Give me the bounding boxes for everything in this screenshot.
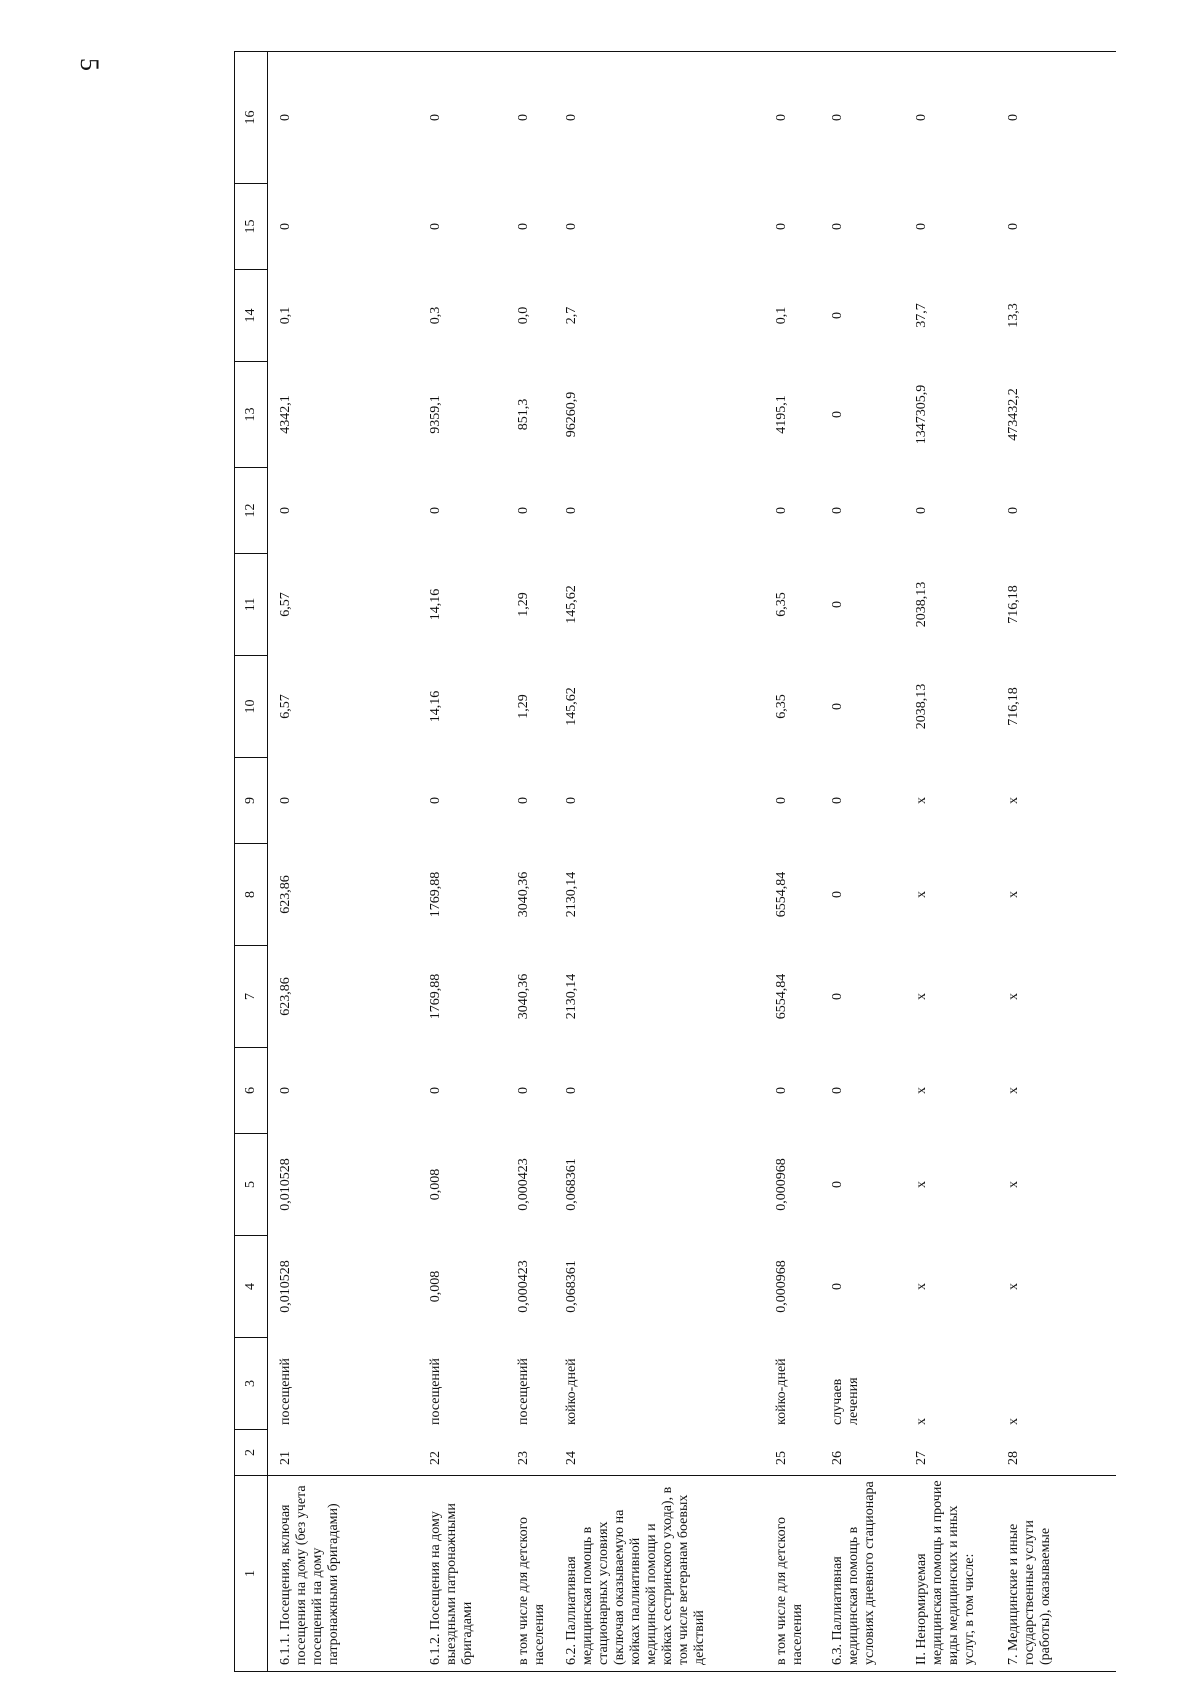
data-table: [234, 51, 1116, 1672]
table-cell: посещений: [515, 1358, 531, 1425]
data-table-container: [234, 52, 1200, 1672]
table-cell: 0: [773, 223, 789, 230]
row-label: в том числе для детского населения: [764, 1476, 820, 1672]
table-cell: 1,29: [515, 694, 531, 719]
table-cell: 0: [515, 507, 531, 514]
table-cell: 0,010528: [278, 1158, 293, 1211]
table-cell: 0: [515, 223, 531, 230]
column-header-14: 14: [235, 270, 268, 362]
table-cell: 2,7: [563, 306, 579, 325]
table-cell: 716,18: [1005, 585, 1021, 624]
table-cell: 0: [829, 312, 845, 319]
table-cell: 0: [563, 223, 579, 230]
table-cell: 0: [1005, 507, 1021, 514]
table-cell: 0: [829, 601, 845, 608]
row-label: 7. Медицинские и иные государственные услуги (работы), оказываемые: [996, 1476, 1116, 1672]
table-cell: x: [1005, 1181, 1021, 1188]
table-cell: 6,57: [278, 592, 293, 617]
table-cell: 0,008: [427, 1270, 443, 1303]
table-cell: 27: [913, 1451, 929, 1465]
table-cell: 623,86: [278, 977, 293, 1016]
table-cell: 0,068361: [563, 1158, 579, 1211]
table-cell: 0: [773, 797, 789, 804]
table-header: [235, 52, 268, 1672]
table-row: [764, 52, 820, 1672]
column-header-2: 2: [235, 1430, 268, 1476]
table-cell: 0: [427, 797, 443, 804]
table-cell: 0,010528: [278, 1260, 293, 1313]
table-cell: 0: [829, 507, 845, 514]
table-cell: 0: [996, 52, 1116, 184]
table-cell: 0: [764, 52, 820, 184]
table-cell: 0: [904, 52, 996, 184]
table-cell: 623,86: [278, 875, 293, 914]
table-cell: 14,16: [427, 588, 443, 621]
page-number: 5: [75, 58, 104, 71]
table-cell: 6,57: [278, 694, 293, 719]
row-label: 6.2. Паллиативная медицинская помощь в стационарных условиях (включая оказываемую на койках паллиативной медицинской помощи и койках сестринского ухода), в том числе ветеранам боевых действий: [554, 1476, 764, 1672]
table-cell: 1769,88: [427, 871, 443, 918]
table-cell: 14,16: [427, 690, 443, 723]
table-row: [820, 52, 904, 1672]
table-cell: 1,29: [515, 592, 531, 617]
table-cell: 3040,36: [515, 871, 531, 918]
table-row: [996, 52, 1116, 1672]
column-header-3: 3: [235, 1338, 268, 1430]
table-cell: 1347305,9: [913, 384, 929, 445]
table-cell: 851,3: [515, 398, 531, 431]
table-cell: 0: [829, 223, 845, 230]
column-header-5: 5: [235, 1134, 268, 1236]
column-header-15: 15: [235, 184, 268, 270]
table-cell: посещений: [278, 1358, 293, 1425]
column-header-11: 11: [235, 554, 268, 656]
table-cell: 0: [278, 507, 293, 514]
table-cell: 0,068361: [563, 1260, 579, 1313]
table-cell: 0,1: [773, 306, 789, 325]
table-cell: 0: [563, 1087, 579, 1094]
table-cell: 0: [829, 411, 845, 418]
table-cell: 2038,13: [913, 581, 929, 628]
table-cell: x: [1005, 1283, 1021, 1290]
table-cell: 0: [278, 1087, 293, 1094]
table-cell: посещений: [427, 1358, 443, 1425]
table-cell: x: [913, 1087, 929, 1094]
table-cell: 28: [1005, 1451, 1021, 1465]
table-cell: 0: [1005, 223, 1021, 230]
table-cell: x: [913, 1181, 929, 1188]
table-cell: 0: [506, 52, 554, 184]
column-header-7: 7: [235, 946, 268, 1048]
table-cell: 37,7: [913, 303, 929, 328]
table-cell: x: [913, 993, 929, 1000]
table-cell: 0: [820, 52, 904, 184]
table-cell: 26: [829, 1451, 845, 1465]
column-header-6: 6: [235, 1048, 268, 1134]
table-cell: 0: [278, 223, 293, 230]
table-cell: 0,000423: [515, 1158, 531, 1211]
row-label: в том числе для детского населения: [506, 1476, 554, 1672]
table-cell: 0: [563, 797, 579, 804]
table-cell: 25: [773, 1451, 789, 1465]
table-cell: x: [1005, 797, 1021, 804]
column-header-12: 12: [235, 468, 268, 554]
table-cell: 0: [427, 223, 443, 230]
table-cell: 6,35: [773, 592, 789, 617]
table-cell: x: [913, 1418, 929, 1425]
table-cell: 0,1: [278, 306, 293, 325]
table-cell: 145,62: [563, 585, 579, 624]
table-cell: 2038,13: [913, 683, 929, 730]
table-cell: 4195,1: [773, 395, 789, 434]
table-cell: 716,18: [1005, 687, 1021, 726]
table-cell: 2130,14: [563, 973, 579, 1020]
column-header-1: 1: [235, 1476, 268, 1672]
table-cell: x: [913, 891, 929, 898]
column-header-9: 9: [235, 758, 268, 844]
table-cell: 96260,9: [563, 391, 579, 438]
table-cell: 0,000423: [515, 1260, 531, 1313]
table-cell: x: [1005, 1418, 1021, 1425]
table-row: [506, 52, 554, 1672]
table-cell: 0: [829, 1087, 845, 1094]
table-cell: 0: [427, 507, 443, 514]
table-cell: 0,008: [427, 1168, 443, 1201]
table-cell: 0: [418, 52, 506, 184]
table-cell: 0: [829, 1181, 845, 1188]
table-cell: x: [913, 1283, 929, 1290]
table-cell: 0: [554, 52, 764, 184]
table-cell: 6554,84: [773, 973, 789, 1020]
column-header-4: 4: [235, 1236, 268, 1338]
table-cell: 9359,1: [427, 395, 443, 434]
table-body: [268, 52, 1116, 1672]
table-cell: случаев лечения: [829, 1377, 861, 1425]
table-cell: 0,0: [515, 306, 531, 325]
column-header-13: 13: [235, 362, 268, 468]
table-cell: 0: [913, 223, 929, 230]
table-cell: 0: [829, 703, 845, 710]
table-cell: 4342,1: [278, 395, 293, 434]
table-cell: x: [1005, 891, 1021, 898]
table-cell: x: [1005, 993, 1021, 1000]
table-cell: 0: [268, 52, 418, 184]
column-header-10: 10: [235, 656, 268, 758]
table-cell: 21: [278, 1451, 293, 1465]
table-cell: 22: [427, 1451, 443, 1465]
table-cell: 0: [515, 797, 531, 804]
row-label: 6.1.2. Посещения на дому выездными патронажными бригадами: [418, 1476, 506, 1672]
table-cell: 23: [515, 1451, 531, 1465]
table-row: [268, 52, 418, 1672]
table-cell: 0: [829, 993, 845, 1000]
table-cell: койко-дней: [563, 1358, 579, 1425]
table-cell: 0: [829, 891, 845, 898]
table-cell: 473432,2: [1005, 388, 1021, 441]
table-cell: 3040,36: [515, 973, 531, 1020]
table-cell: 6,35: [773, 694, 789, 719]
table-cell: 0: [773, 1087, 789, 1094]
table-cell: 0: [913, 507, 929, 514]
table-cell: 0: [829, 797, 845, 804]
table-cell: 0: [427, 1087, 443, 1094]
table-cell: 0: [278, 797, 293, 804]
row-label: II. Ненормируемая медицинская помощь и прочие виды медицинских и иных услуг, в том числе:: [904, 1476, 996, 1672]
column-header-8: 8: [235, 844, 268, 946]
table-cell: 0,3: [427, 306, 443, 325]
table-cell: 0: [515, 1087, 531, 1094]
table-cell: 0: [563, 507, 579, 514]
table-cell: 0: [829, 1283, 845, 1290]
table-cell: x: [913, 797, 929, 804]
table-cell: 24: [563, 1451, 579, 1465]
table-cell: 0,000968: [773, 1260, 789, 1313]
table-cell: 0: [773, 507, 789, 514]
table-cell: x: [1005, 1087, 1021, 1094]
table-cell: 145,62: [563, 687, 579, 726]
table-row: [418, 52, 506, 1672]
header-row: [235, 52, 268, 1672]
table-row: [904, 52, 996, 1672]
row-label: 6.3. Паллиативная медицинская помощь в условиях дневного стационара: [820, 1476, 904, 1672]
table-cell: 2130,14: [563, 871, 579, 918]
table-cell: койко-дней: [773, 1358, 789, 1425]
table-cell: 0,000968: [773, 1158, 789, 1211]
row-label: 6.1.1. Посещения, включая посещения на дому (без учета посещений на дому патронажными бригадами): [268, 1476, 418, 1672]
table-row: [554, 52, 764, 1672]
column-header-16: 16: [235, 52, 268, 184]
table-cell: 1769,88: [427, 973, 443, 1020]
table-cell: 6554,84: [773, 871, 789, 918]
table-cell: 13,3: [1005, 303, 1021, 328]
